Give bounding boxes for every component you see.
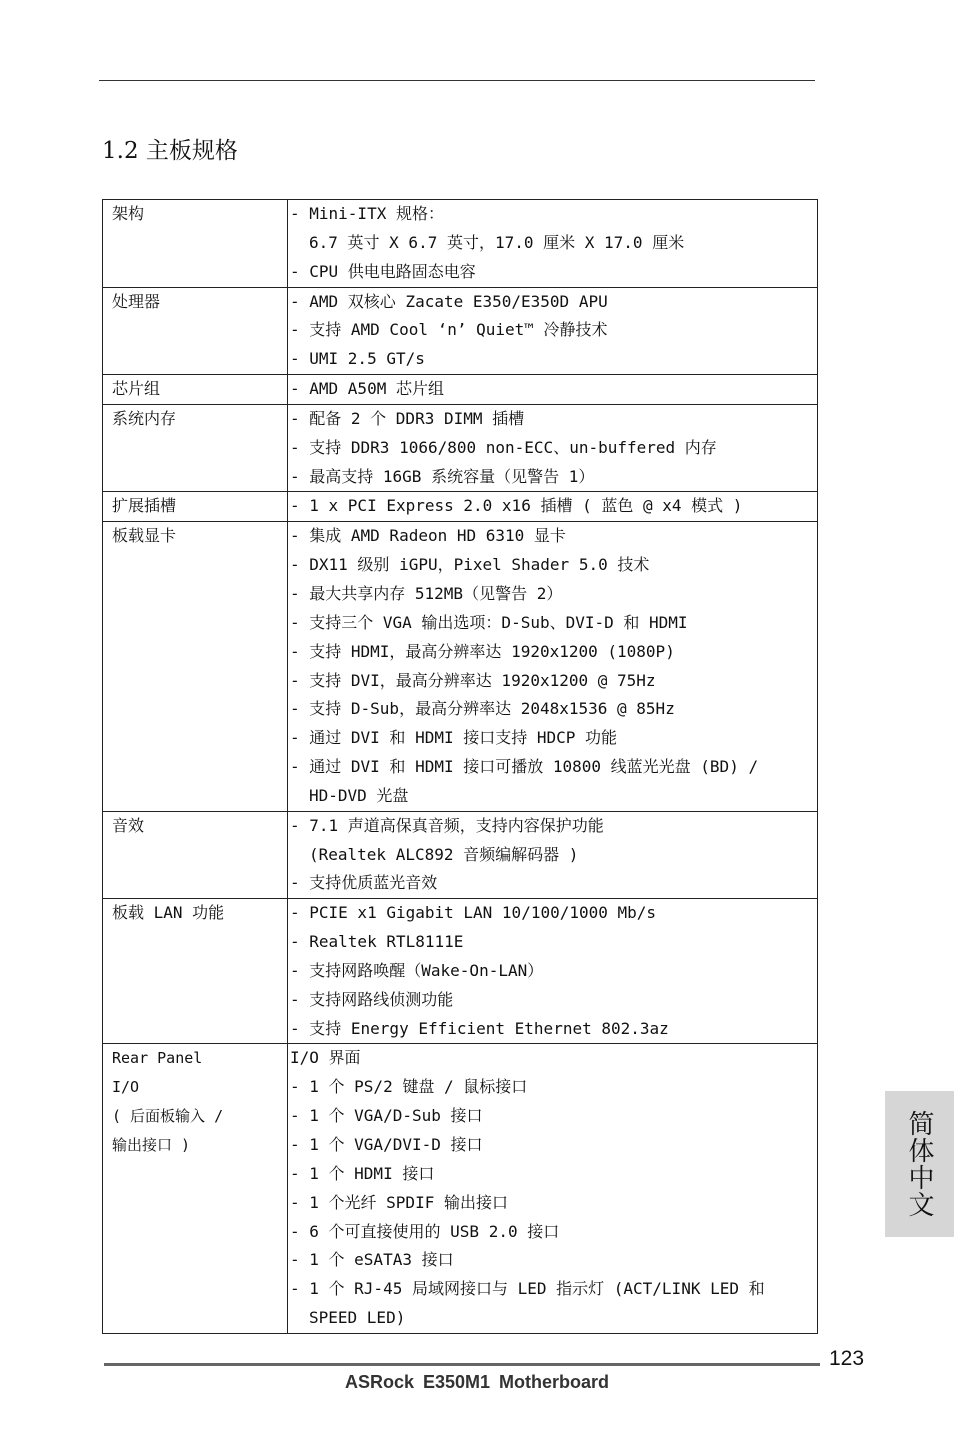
bottom-rule — [104, 1363, 820, 1366]
spec-label-cell — [103, 287, 288, 375]
spec-line: - 1 个 eSATA3 接口 — [290, 1250, 454, 1270]
spec-value-cell — [288, 200, 818, 288]
spec-value-cell — [288, 811, 818, 899]
spec-line: - 6 个可直接使用的 USB 2.0 接口 — [290, 1221, 560, 1241]
spec-line: 6.7 英寸 X 6.7 英寸，17.0 厘米 X 17.0 厘米 — [309, 232, 685, 252]
spec-row — [103, 404, 818, 492]
spec-line: - PCIE x1 Gigabit LAN 10/100/1000 Mb/s — [290, 903, 657, 923]
spec-line: - 1 个 VGA/DVI-D 接口 — [290, 1135, 483, 1154]
spec-row — [103, 522, 818, 811]
spec-row — [103, 375, 818, 405]
spec-label: 系统内存 — [112, 408, 177, 428]
spec-label-cell — [103, 404, 288, 492]
spec-line: - 支持三个 VGA 输出选项：D-Sub、DVI-D 和 HDMI — [290, 612, 688, 632]
spec-line: - 1 个光纤 SPDIF 输出接口 — [290, 1192, 508, 1212]
spec-row — [103, 287, 818, 375]
spec-line: - 最大共享内存 512MB（见警告 2） — [290, 583, 563, 603]
spec-label: 输出接口 ) — [112, 1136, 191, 1154]
spec-value-cell — [288, 1044, 818, 1333]
spec-row — [103, 1044, 818, 1333]
footer-text: ASRock E350M1 Motherboard — [344, 1372, 610, 1392]
spec-row — [103, 492, 818, 522]
spec-value-cell — [288, 375, 818, 405]
spec-row — [103, 200, 818, 288]
spec-value-cell — [288, 899, 818, 1044]
spec-line: I/O 界面 — [290, 1048, 361, 1068]
section-title: 1.2 主板规格 — [102, 138, 238, 164]
footer-title — [0, 1372, 954, 1393]
spec-line: - 1 个 HDMI 接口 — [290, 1163, 435, 1183]
spec-label-cell — [103, 200, 288, 288]
spec-line: - 支持优质蓝光音效 — [290, 873, 438, 893]
spec-line: - 集成 AMD Radeon HD 6310 显卡 — [290, 526, 566, 546]
spec-label-cell — [103, 375, 288, 405]
spec-line: - 支持 DDR3 1066/800 non-ECC、un-buffered 内存 — [290, 437, 717, 457]
spec-line: - 支持 HDMI，最高分辨率达 1920x1200 (1080P) — [290, 641, 675, 661]
spec-label: 板载显卡 — [112, 526, 177, 546]
spec-label-cell — [103, 899, 288, 1044]
spec-line: - 7.1 声道高保真音频，支持内容保护功能 — [290, 815, 604, 835]
spec-line: - 1 x PCI Express 2.0 x16 插槽 ( 蓝色 @ x4 模式 ) — [290, 496, 743, 516]
spec-line: (Realtek ALC892 音频编解码器 ) — [309, 844, 579, 864]
spec-label-cell — [103, 522, 288, 811]
spec-value-cell — [288, 492, 818, 522]
spec-line: - UMI 2.5 GT/s — [290, 349, 425, 369]
spec-label: ( 后面板输入 / — [112, 1107, 224, 1126]
spec-line: - 1 个 VGA/D-Sub 接口 — [290, 1106, 483, 1126]
spec-label-cell — [103, 811, 288, 899]
spec-line: - DX11 级别 iGPU，Pixel Shader 5.0 技术 — [290, 555, 650, 575]
spec-table — [102, 199, 818, 1334]
spec-line: - 支持 AMD Cool ‘n’ Quiet™ 冷静技术 — [290, 320, 608, 340]
spec-line: - 1 个 RJ-45 局域网接口与 LED 指示灯 (ACT/LINK LED 和 — [290, 1279, 765, 1299]
spec-value-cell — [288, 404, 818, 492]
spec-line: - CPU 供电电路固态电容 — [290, 261, 476, 281]
spec-line: - 支持 Energy Efficient Ethernet 802.3az — [290, 1018, 669, 1038]
spec-line: - AMD A50M 芯片组 — [290, 379, 444, 399]
top-rule — [99, 80, 815, 81]
spec-label: 处理器 — [112, 291, 161, 311]
spec-row — [103, 811, 818, 899]
spec-line: - Realtek RTL8111E — [290, 932, 464, 952]
page-number: 123 — [829, 1347, 865, 1370]
spec-label-cell — [103, 1044, 288, 1333]
spec-label: I/O — [112, 1078, 140, 1097]
spec-line: - 支持 D-Sub，最高分辨率达 2048x1536 @ 85Hz — [290, 699, 675, 719]
spec-label: 板载 LAN 功能 — [112, 903, 225, 923]
spec-label: Rear Panel — [112, 1049, 203, 1068]
spec-label: 音效 — [112, 815, 145, 835]
spec-line: - 支持网路唤醒（Wake-On-LAN） — [290, 960, 544, 980]
spec-line: - Mini-ITX 规格： — [290, 204, 444, 223]
spec-line: - 支持 DVI，最高分辨率达 1920x1200 @ 75Hz — [290, 670, 656, 690]
spec-value-cell — [288, 522, 818, 811]
spec-row — [103, 899, 818, 1044]
language-tab-label: 简体中文 — [904, 1110, 934, 1218]
spec-label: 扩展插槽 — [112, 496, 177, 516]
spec-line: SPEED LED) — [309, 1308, 406, 1328]
spec-value-cell — [288, 287, 818, 375]
spec-line: - 最高支持 16GB 系统容量（见警告 1） — [290, 466, 595, 486]
spec-line: - AMD 双核心 Zacate E350/E350D APU — [290, 291, 608, 311]
spec-label: 架构 — [112, 204, 145, 223]
spec-line: HD-DVD 光盘 — [309, 785, 409, 805]
spec-line: - 通过 DVI 和 HDMI 接口可播放 10800 线蓝光光盘 (BD) / — [290, 757, 759, 777]
spec-label: 芯片组 — [112, 379, 161, 399]
language-tab — [885, 1091, 954, 1237]
spec-line: - 支持网路线侦测功能 — [290, 989, 454, 1009]
spec-label-cell — [103, 492, 288, 522]
spec-line: - 配备 2 个 DDR3 DIMM 插槽 — [290, 408, 525, 428]
spec-line: - 通过 DVI 和 HDMI 接口支持 HDCP 功能 — [290, 728, 618, 748]
spec-line: - 1 个 PS/2 键盘 / 鼠标接口 — [290, 1077, 528, 1097]
